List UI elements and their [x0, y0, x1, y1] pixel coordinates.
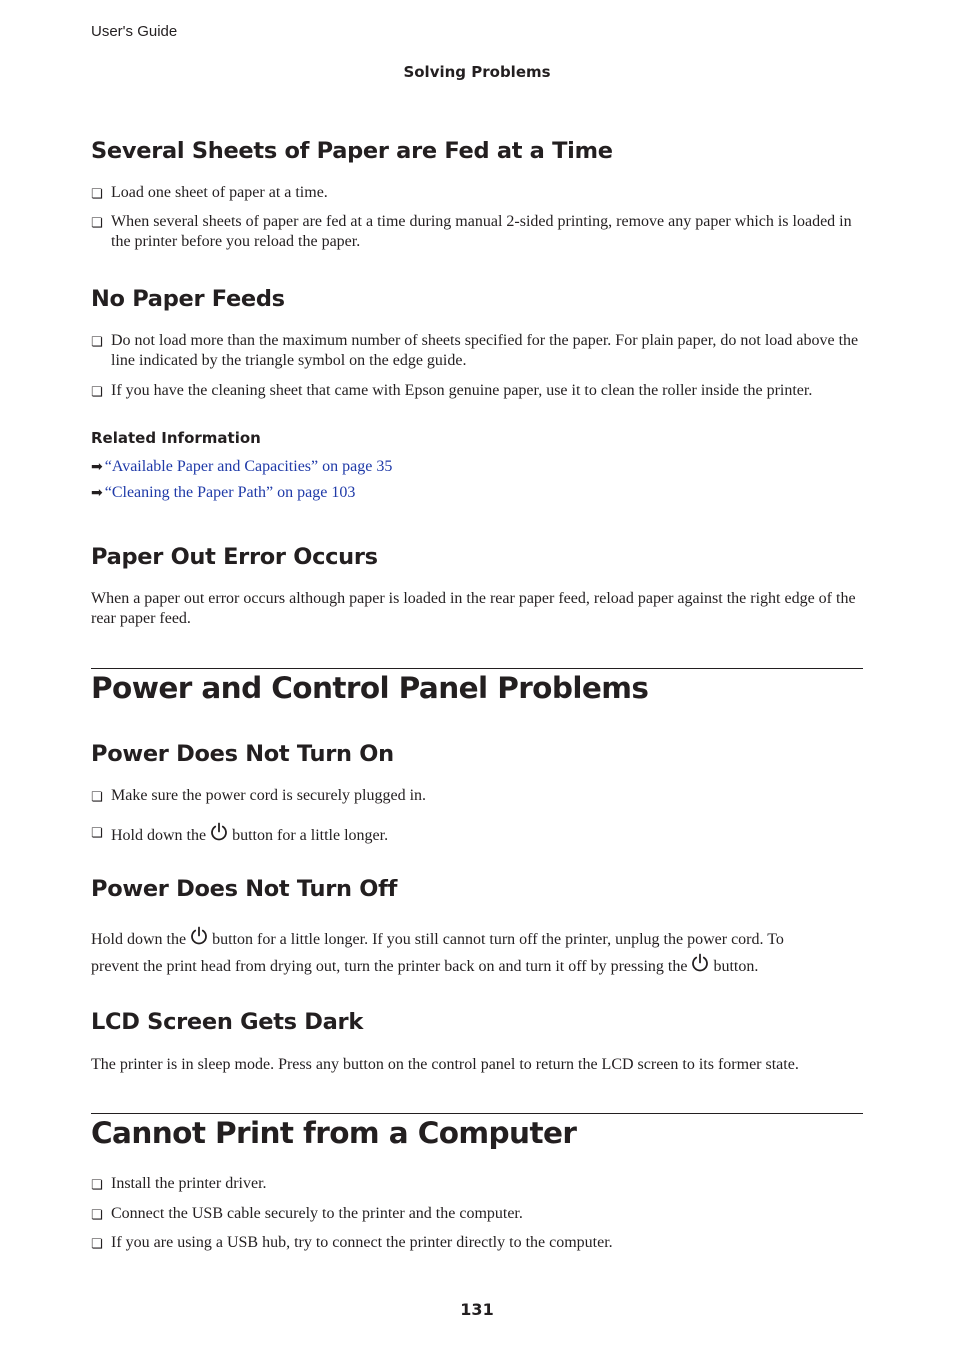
list-item-text: Do not load more than the maximum number of sheets specified for the paper. For plain paper, do not load above the line indicated by the triangle symbol on the edge guide.	[111, 332, 859, 369]
related-link-row	[91, 457, 392, 477]
power-off-line-1	[91, 926, 863, 950]
text-run: prevent the print head from drying out, turn the printer back on and turn it off by pressing the	[91, 958, 688, 975]
heading-cannot-print: Cannot Print from a Computer	[91, 1116, 577, 1150]
running-head: Solving Problems	[403, 63, 551, 81]
paper-out-text: When a paper out error occurs although paper is loaded in the rear paper feed, reload paper against the right edge of the rear paper feed.	[91, 590, 856, 627]
checkbox-bullet-icon: ❏	[91, 1208, 103, 1223]
power-icon	[210, 822, 228, 842]
list-item	[91, 1204, 863, 1224]
checkbox-bullet-icon: ❏	[91, 1237, 103, 1252]
checkbox-bullet-icon: ❏	[91, 385, 103, 400]
power-icon	[691, 953, 709, 973]
arrow-right-icon: ➡	[91, 485, 103, 501]
related-information-heading: Related Information	[91, 429, 261, 447]
list-item-text: button for a little longer.	[232, 827, 389, 844]
page-number: 131	[460, 1300, 494, 1319]
heading-no-paper-feeds: No Paper Feeds	[91, 286, 285, 312]
link-available-paper[interactable]: “Available Paper and Capacities” on page 35	[104, 458, 393, 475]
text-run: button for a little longer. If you still cannot turn off the printer, unplug the power cord. To	[212, 931, 784, 948]
checkbox-bullet-icon: ❏	[91, 1178, 103, 1193]
list-item-text: Make sure the power cord is securely plugged in.	[111, 787, 427, 804]
list-item	[91, 183, 863, 203]
power-icon	[190, 926, 208, 946]
list-item-text: Install the printer driver.	[111, 1175, 267, 1192]
link-cleaning-paper-path[interactable]: “Cleaning the Paper Path” on page 103	[104, 484, 356, 501]
list-item	[91, 331, 863, 371]
list-item-text: If you are using a USB hub, try to connect the printer directly to the computer.	[111, 1234, 613, 1251]
lcd-dark-text: The printer is in sleep mode. Press any button on the control panel to return the LCD screen to its former state.	[91, 1056, 799, 1073]
list-item-text: When several sheets of paper are fed at a time during manual 2-sided printing, remove any paper which is loaded in the printer before you reload the paper.	[111, 213, 852, 250]
heading-power-control-panel: Power and Control Panel Problems	[91, 671, 649, 705]
heading-paper-out-error: Paper Out Error Occurs	[91, 544, 378, 570]
list-item	[91, 1174, 863, 1194]
heading-several-sheets: Several Sheets of Paper are Fed at a Time	[91, 138, 613, 164]
list-item-text: Load one sheet of paper at a time.	[111, 184, 328, 201]
heading-lcd-dark: LCD Screen Gets Dark	[91, 1009, 363, 1035]
checkbox-bullet-icon: ❏	[91, 216, 103, 231]
heading-power-not-off: Power Does Not Turn Off	[91, 876, 398, 902]
list-item	[91, 381, 863, 401]
list-item	[91, 1233, 863, 1253]
checkbox-bullet-icon: ❏	[91, 790, 103, 805]
list-item	[91, 786, 863, 806]
list-item-text: Hold down the	[111, 827, 207, 844]
list-item	[91, 212, 863, 252]
checkbox-bullet-icon: ❏	[91, 187, 103, 202]
related-link-row	[91, 483, 355, 503]
section-divider	[91, 1113, 863, 1114]
text-run: button.	[713, 958, 759, 975]
section-divider	[91, 668, 863, 669]
list-item-text: Connect the USB cable securely to the printer and the computer.	[111, 1205, 523, 1222]
list-item	[91, 820, 863, 846]
arrow-right-icon: ➡	[91, 459, 103, 475]
checkbox-bullet-icon: ❏	[91, 335, 103, 350]
heading-power-not-on: Power Does Not Turn On	[91, 741, 394, 767]
guide-title: User's Guide	[91, 23, 178, 40]
list-item-text: If you have the cleaning sheet that came with Epson genuine paper, use it to clean the roller inside the printer.	[111, 382, 813, 399]
checkbox-bullet-icon: ❏	[91, 826, 103, 841]
text-run: Hold down the	[91, 931, 187, 948]
power-off-line-2	[91, 953, 863, 977]
